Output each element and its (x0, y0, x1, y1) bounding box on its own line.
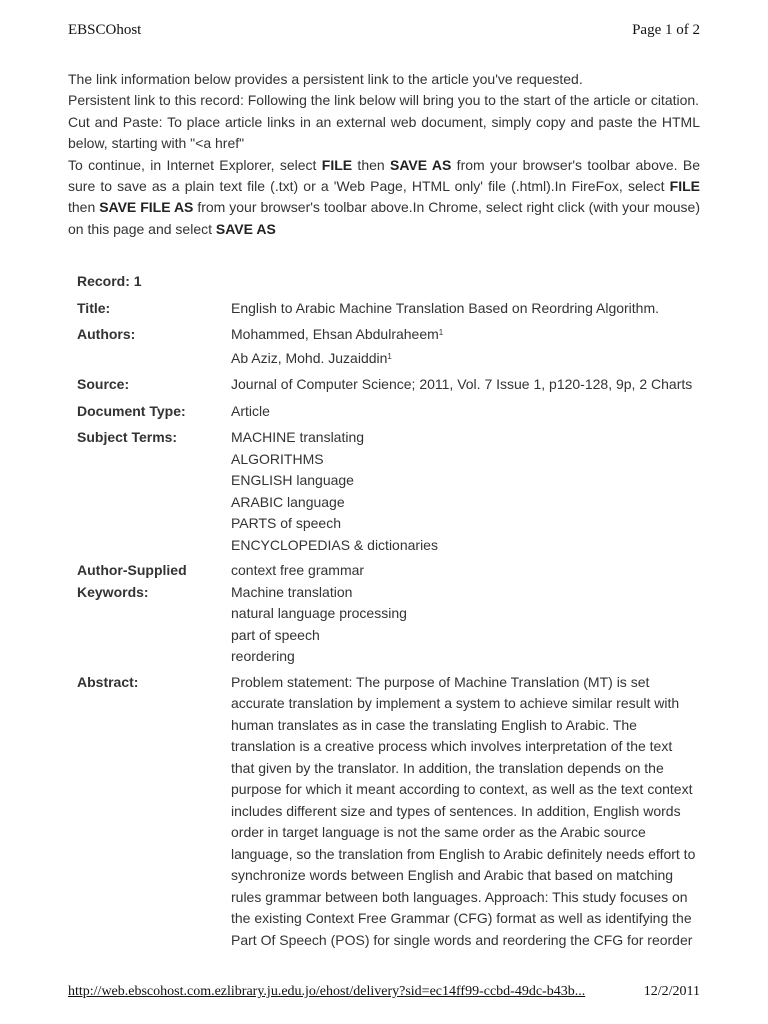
keywords-label (77, 560, 231, 668)
footer-url-link[interactable]: http://web.ebscohost.com.ezlibrary.ju.edu.jo/ehost/delivery?sid=ec14ff99-ccbd-49dc-b43b... (68, 984, 586, 999)
document-type-label: Document Type: (77, 402, 186, 419)
abstract-line: translation is a creative process which involves interpretation of the text (231, 738, 673, 754)
instr-file: FILE (669, 178, 700, 195)
abstract-line: includes different size and types of sentences. In addition, English words (231, 802, 681, 819)
document-type-value: Article (231, 402, 270, 419)
intro-line-3: Cut and Paste: To place article links in an external web document, simply copy and paste the HTML below, starting with "<a href" (68, 113, 700, 152)
title-value: English to Arabic Machine Translation Based on Reordring Algorithm. (231, 299, 660, 316)
keyword: Machine translation (231, 583, 353, 600)
instr-part: To continue, in Internet Explorer, select (68, 156, 322, 173)
source-row (77, 374, 697, 396)
source-label: Source: (77, 376, 130, 392)
subject-term: ENGLISH language (231, 472, 354, 488)
abstract-line: language, so the translation from English to Arabic definitely needs effort to (231, 845, 696, 862)
author-affiliation: 1 (387, 351, 392, 361)
keyword: context free grammar (231, 562, 365, 578)
abstract-text (231, 672, 697, 952)
authors-row (77, 324, 697, 369)
subject-term: ENCYCLOPEDIAS & dictionaries (231, 536, 438, 553)
instr-part: from your browser's toolbar above.In Chrome, select right click (with your mouse) on this page and select (68, 199, 701, 237)
intro-line-2: Persistent link to this record: Following the link below will bring you to the start of the article or citation. (68, 92, 700, 109)
subject-term: ALGORITHMS (231, 450, 324, 467)
keywords-row (77, 560, 697, 668)
abstract-line: order in target language is not the same order as the Arabic source (231, 824, 646, 840)
keyword: reordering (231, 648, 295, 664)
author-name: Mohammed, Ehsan Abdulraheem (231, 326, 439, 342)
abstract-line: Part Of Speech (POS) for single words and reordering the CFG for reorder (231, 931, 693, 948)
subject-terms-list (231, 427, 697, 556)
keywords-label-line: Author-Supplied (77, 562, 187, 578)
instr-file: FILE (321, 156, 353, 173)
abstract-line: human translates as in case the translating English to Arabic. The (231, 716, 637, 733)
author-name: Ab Aziz, Mohd. Juzaiddin (231, 349, 388, 366)
keyword: natural language processing (231, 605, 407, 621)
instr-save-as: SAVE AS (215, 220, 276, 237)
abstract-label: Abstract: (77, 673, 139, 690)
record-number: Record: 1 (77, 273, 142, 289)
authors-list (231, 324, 697, 369)
title-row (77, 298, 697, 320)
record-details (77, 271, 697, 951)
authors-label: Authors: (77, 326, 136, 342)
page-header-left: EBSCOhost (68, 22, 142, 38)
instr-part: from your browser's toolbar above. Be sure to save as a plain text file (.txt) or a 'Web Page, HTML only' file (.html).In FireFox, select (68, 156, 700, 195)
author-item (231, 324, 697, 346)
author-affiliation: 1 (438, 328, 444, 337)
save-instructions (68, 155, 700, 241)
abstract-line: rules grammar between both languages. Approach: This study focuses on (231, 888, 688, 905)
intro-text (68, 69, 700, 240)
keyword: part of speech (231, 626, 320, 643)
abstract-line: accurate translation by implement a system to achieve similar result with (231, 695, 680, 711)
abstract-line: the existing Context Free Grammar (CFG) format as well as identifying the (231, 910, 692, 926)
source-value: Journal of Computer Science; 2011, Vol. 7 Issue 1, p120-128, 9p, 2 Charts (231, 376, 693, 392)
footer-date: 12/2/2011 (643, 984, 700, 999)
instr-part: then (352, 156, 391, 173)
intro-line-1: The link information below provides a persistent link to the article you've requested. (68, 71, 583, 87)
page-number: Page 1 of 2 (632, 22, 700, 38)
keywords-list (231, 560, 697, 668)
author-item (231, 348, 697, 370)
abstract-line: purpose for which it meant according to context, as well as the text context (231, 781, 693, 797)
abstract-row (77, 672, 697, 952)
subject-terms-label: Subject Terms: (77, 429, 178, 445)
abstract-line: synchronize words between English and Arabic that based on matching (231, 867, 674, 883)
record-number-row (77, 271, 697, 293)
abstract-line: that given by the translator. In addition, the translation depends on the (231, 759, 664, 776)
document-type-row (77, 401, 697, 423)
subject-term: MACHINE translating (231, 429, 365, 445)
instr-save-as: SAVE AS (390, 156, 452, 173)
instr-save-file-as: SAVE FILE AS (99, 199, 194, 216)
subject-terms-row (77, 427, 697, 556)
instr-part: then (68, 199, 100, 216)
keywords-label-line: Keywords: (77, 583, 149, 600)
subject-term: ARABIC language (231, 493, 345, 510)
title-label: Title: (77, 299, 111, 316)
abstract-line: Problem statement: The purpose of Machine Translation (MT) is set (231, 673, 650, 690)
subject-term: PARTS of speech (231, 515, 341, 531)
